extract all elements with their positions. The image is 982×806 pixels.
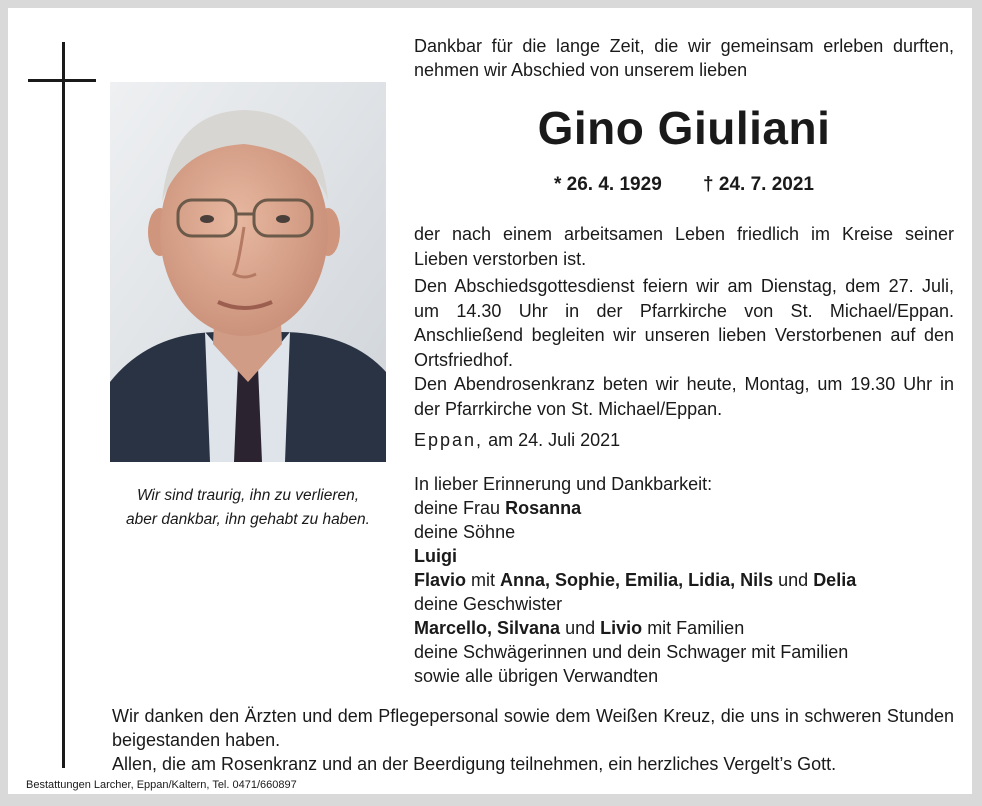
label: mit <box>471 570 496 590</box>
caption-line: Wir sind traurig, ihn zu verlieren, <box>136 487 360 504</box>
name: Delia <box>813 570 857 590</box>
label: und <box>565 618 596 638</box>
thanks-section <box>112 704 954 776</box>
names: Anna, Sophie, Emilia, Lidia, Nils <box>500 570 774 590</box>
birth-date: * 26. 4. 1929 <box>554 174 662 195</box>
mourner-inlaws: deine Schwägerinnen und dein Schwager mit Familien <box>414 642 849 662</box>
label: deine Frau <box>414 498 501 518</box>
paragraph-rosary: Den Abendrosenkranz beten wir heute, Montag, um 19.30 Uhr in der Pfarrkirche von St. Michael/Eppan. <box>414 374 954 419</box>
name: Flavio <box>414 570 467 590</box>
funeral-home-footer: Bestattungen Larcher, Eppan/Kaltern, Tel. 0471/660897 <box>26 779 297 791</box>
mourner-wife <box>414 496 960 520</box>
paragraph-funeral-service: Den Abschiedsgottesdienst feiern wir am Dienstag, dem 27. Juli, um 14.30 Uhr in der Pfarrkirche von St. Michael/Eppan. Anschließend begleiten wir unseren lieben Verstorbenen auf den Ortsfriedhof. <box>414 276 954 370</box>
mourners-heading: In lieber Erinnerung und Dankbarkeit: <box>414 474 713 494</box>
thanks-line: Allen, die am Rosenkranz und an der Beerdigung teilnehmen, ein herzliches Vergelt’s Gott. <box>112 754 837 774</box>
portrait-illustration <box>110 82 386 462</box>
cross-icon-horizontal <box>28 79 96 82</box>
paragraph-death-notice: der nach einem arbeitsamen Leben friedlich im Kreise seiner Lieben verstorben ist. <box>414 224 954 269</box>
life-dates <box>414 172 954 198</box>
portrait-photo <box>110 82 386 462</box>
name: Luigi <box>414 546 457 566</box>
label: mit Familien <box>647 618 745 638</box>
mourners-list <box>414 472 960 688</box>
date: am 24. Juli 2021 <box>488 430 621 450</box>
cross-icon-vertical <box>62 42 65 768</box>
obituary-card <box>8 8 972 794</box>
mourner-siblings-label: deine Geschwister <box>414 594 563 614</box>
death-date: † 24. 7. 2021 <box>703 174 814 195</box>
mourner-son <box>414 544 960 568</box>
place-and-date <box>414 428 620 452</box>
mourner-son-family <box>414 568 960 592</box>
intro-text: Dankbar für die lange Zeit, die wir gemeinsam erleben durften, nehmen wir Abschied von unserem lieben <box>414 36 954 80</box>
deceased-name: Gino Giuliani <box>537 102 831 154</box>
mourner-relatives: sowie alle übrigen Verwandten <box>414 666 659 686</box>
caption-line: aber dankbar, ihn gehabt zu haben. <box>126 511 370 528</box>
name: Rosanna <box>505 498 582 518</box>
mourner-sons-label: deine Söhne <box>414 522 516 542</box>
names: Marcello, Silvana <box>414 618 561 638</box>
thanks-line: Wir danken den Ärzten und dem Pflegepersonal sowie dem Weißen Kreuz, die uns in schweren Stunden beigestanden haben. <box>112 706 954 750</box>
place: Eppan, <box>414 430 484 450</box>
photo-caption <box>110 484 386 532</box>
name: Livio <box>600 618 643 638</box>
label: und <box>778 570 809 590</box>
mourner-siblings <box>414 616 960 640</box>
